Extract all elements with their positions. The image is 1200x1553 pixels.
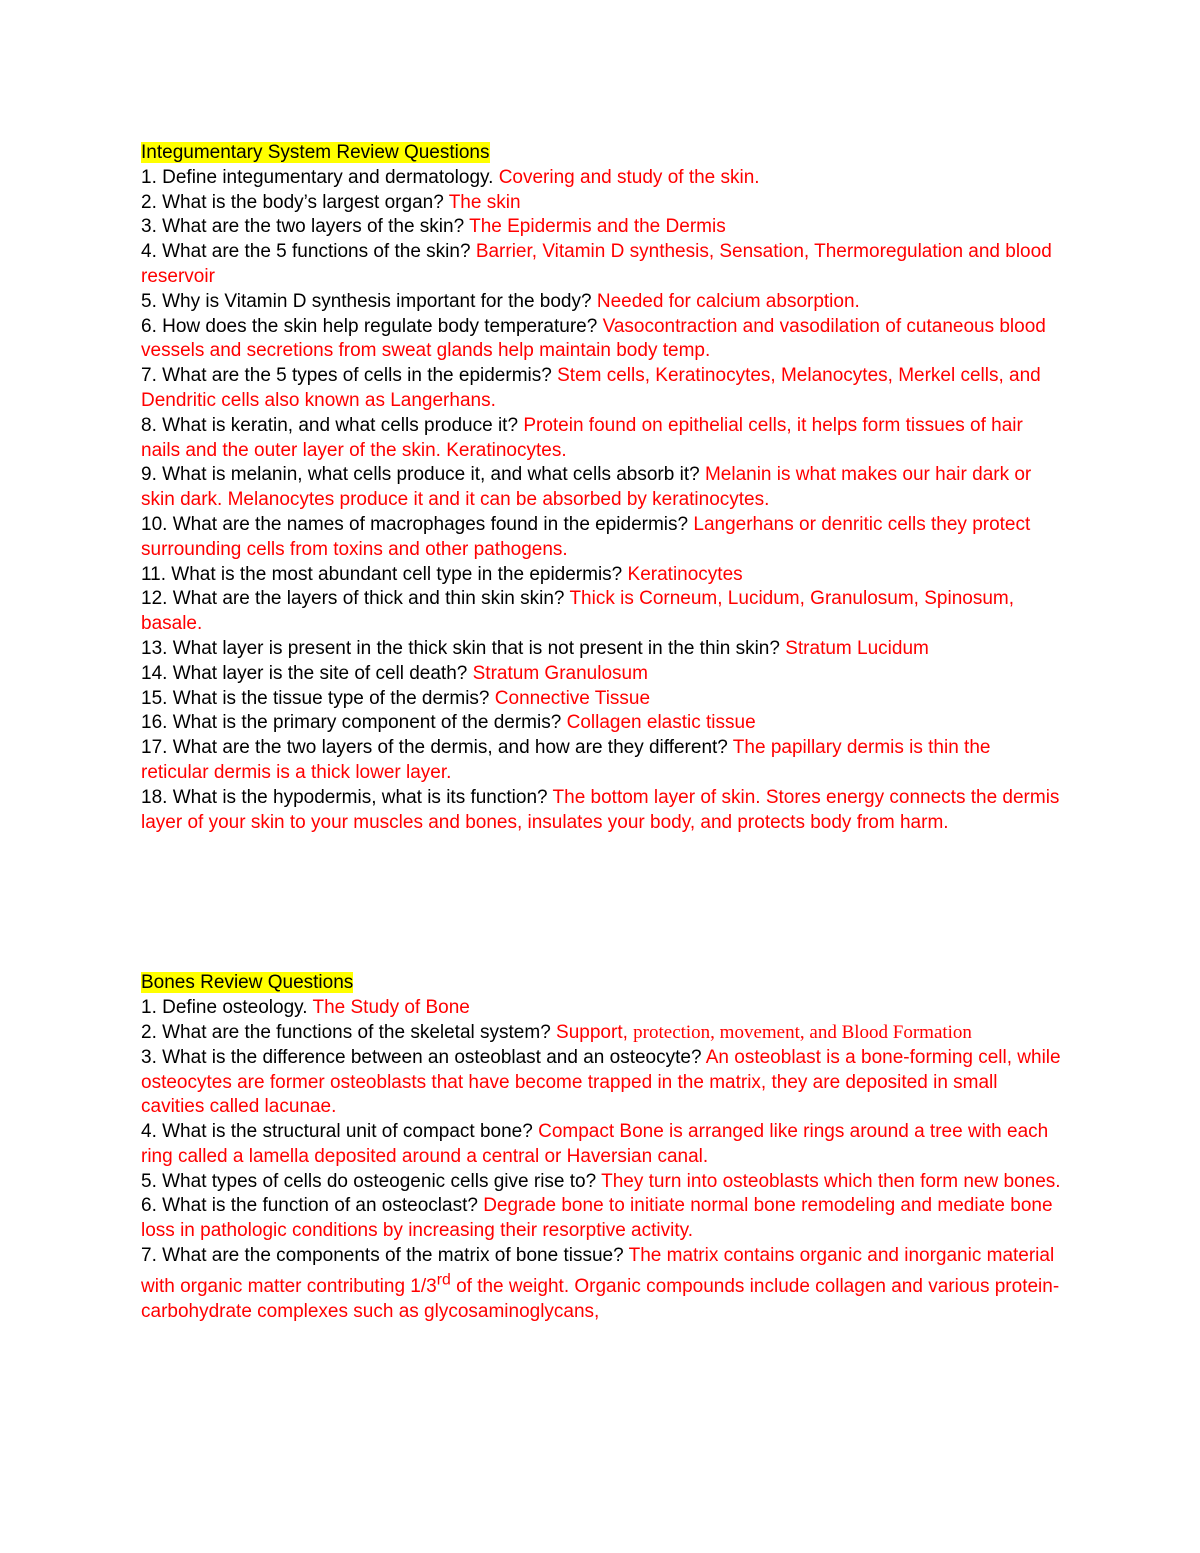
question-text: 7. What are the components of the matrix of bone tissue? — [141, 1245, 629, 1267]
bones-section — [141, 971, 1061, 1324]
question-text: 5. Why is Vitamin D synthesis important for the body? — [141, 290, 597, 312]
question-item — [141, 414, 1061, 464]
question-text: 1. Define integumentary and dermatology. — [141, 166, 499, 188]
answer-text: Degrade bone to initiate normal bone remodeling and mediate bone loss in pathologic conditions by increasing their resorptive activity. — [141, 1195, 1053, 1242]
answer-text: An osteoblast is a bone-forming cell, while osteocytes are former osteoblasts that have become trapped in the matrix, they are deposited in small cavities called lacunae. — [141, 1046, 1061, 1118]
answer-text: Langerhans or denritic cells they protect surrounding cells from toxins and other pathogens. — [141, 513, 1031, 560]
answer-text-part1: The matrix contains organic and inorganic material with organic matter contributing 1/3 — [141, 1245, 1055, 1298]
question-item — [141, 240, 1061, 290]
answer-text: Vasocontraction and vasodilation of cutaneous blood vessels and secretions from sweat glands help maintain body temp. — [141, 315, 1046, 362]
integumentary-question-list — [141, 166, 1061, 836]
question-text: 3. What are the two layers of the skin? — [141, 216, 470, 238]
question-item — [141, 736, 1061, 786]
question-text: 17. What are the two layers of the dermis, and how are they different? — [141, 737, 733, 759]
question-text: 18. What is the hypodermis, what is its function? — [141, 786, 553, 808]
question-text: 1. Define osteology. — [141, 997, 313, 1019]
question-text: 14. What layer is the site of cell death? — [141, 662, 473, 684]
question-item — [141, 513, 1061, 563]
question-item — [141, 1021, 1061, 1046]
question-item — [141, 1194, 1061, 1244]
question-item — [141, 463, 1061, 513]
question-item — [141, 786, 1061, 836]
question-text: 12. What are the layers of thick and thin skin skin? — [141, 588, 570, 610]
question-item — [141, 364, 1061, 414]
ordinal-superscript: rd — [436, 1271, 451, 1289]
answer-text-part2: of the weight. Organic compounds include collagen and various protein-carbohydrate complexes such as glycosaminoglycans, — [141, 1276, 1060, 1322]
answer-text: Compact Bone is arranged like rings around a tree with each ring called a lamella deposited around a central or Haversian canal. — [141, 1121, 1049, 1167]
answer-text: Keratinocytes — [627, 563, 743, 585]
question-item — [141, 191, 1061, 216]
answer-text: Collagen elastic tissue — [566, 712, 756, 734]
question-item — [141, 637, 1061, 662]
question-text: 2. What are the functions of the skeletal system? — [141, 1021, 557, 1043]
answer-text: They turn into osteoblasts which then form new bones. — [601, 1170, 1061, 1192]
question-text: 13. What layer is present in the thick skin that is not present in the thin skin? — [141, 637, 786, 659]
answer-text: Melanin is what makes our hair dark or skin dark. Melanocytes produce it and it can be absorbed by keratinocytes. — [141, 464, 1032, 511]
question-item — [141, 166, 1061, 191]
question-item — [141, 563, 1061, 588]
answer-text: The bottom layer of skin. Stores energy connects the dermis layer of your skin to your muscles and bones, insulates your body, and protects body from harm. — [141, 786, 1060, 833]
question-text: 11. What is the most abundant cell type in the epidermis? — [141, 563, 628, 585]
question-item — [141, 711, 1061, 736]
answer-text: Connective Tissue — [494, 687, 651, 709]
answer-text-serif: protection, movement, and Blood Formation — [633, 1021, 972, 1043]
question-item — [141, 662, 1061, 687]
answer-text: Thick is Corneum, Lucidum, Granulosum, Spinosum, basale. — [141, 588, 1014, 635]
question-text: 9. What is melanin, what cells produce it, and what cells absorb it? — [141, 464, 705, 486]
question-text: 8. What is keratin, and what cells produce it? — [141, 414, 524, 436]
question-item — [141, 996, 1061, 1021]
answer-text: Covering and study of the skin. — [498, 166, 760, 188]
answer-text: The Epidermis and the Dermis — [469, 216, 726, 238]
question-text: 16. What is the primary component of the dermis? — [141, 712, 567, 734]
section-gap — [141, 835, 1061, 971]
question-text: 15. What is the tissue type of the dermis? — [141, 687, 495, 709]
section-title-bones: Bones Review Questions — [141, 972, 354, 994]
document-page — [141, 141, 1061, 1325]
question-text: 3. What is the difference between an osteoblast and an osteocyte? — [141, 1046, 706, 1068]
answer-text: The skin — [448, 191, 521, 213]
question-item — [141, 587, 1061, 637]
answer-text: The papillary dermis is thin the reticular dermis is a thick lower layer. — [141, 737, 991, 783]
question-text: 2. What is the body’s largest organ? — [141, 191, 449, 213]
answer-text: Barrier, Vitamin D synthesis, Sensation, Thermoregulation and blood reservoir — [141, 241, 1052, 287]
answer-text: Needed for calcium absorption. — [596, 290, 860, 312]
question-item — [141, 1120, 1061, 1170]
question-text: 6. What is the function of an osteoclast? — [141, 1195, 484, 1217]
integumentary-section — [141, 141, 1061, 835]
question-item — [141, 1170, 1061, 1195]
question-item — [141, 1046, 1061, 1120]
question-text: 10. What are the names of macrophages found in the epidermis? — [141, 513, 694, 535]
section-title-integumentary: Integumentary System Review Questions — [141, 142, 490, 163]
question-text: 4. What is the structural unit of compact bone? — [141, 1121, 539, 1143]
question-item — [141, 290, 1061, 315]
question-item — [141, 687, 1061, 712]
answer-text: Stratum Granulosum — [472, 662, 648, 684]
question-item — [141, 315, 1061, 365]
question-text: 4. What are the 5 functions of the skin? — [141, 241, 476, 263]
answer-text: Protein found on epithelial cells, it helps form tissues of hair nails and the outer layer of the skin. Keratinocytes. — [141, 414, 1023, 461]
question-item — [141, 1244, 1061, 1325]
question-text: 5. What types of cells do osteogenic cells give rise to? — [141, 1170, 602, 1192]
answer-text: Stem cells, Keratinocytes, Melanocytes, Merkel cells, and Dendritic cells also known as Langerhans. — [141, 365, 1041, 411]
answer-text: Stratum Lucidum — [785, 637, 929, 659]
question-text: 6. How does the skin help regulate body temperature? — [141, 315, 603, 337]
question-text: 7. What are the 5 types of cells in the epidermis? — [141, 365, 558, 387]
answer-text-sans: Support, — [556, 1021, 634, 1043]
answer-text: The Study of Bone — [312, 997, 470, 1019]
question-item — [141, 215, 1061, 240]
answer-text — [556, 1022, 972, 1043]
